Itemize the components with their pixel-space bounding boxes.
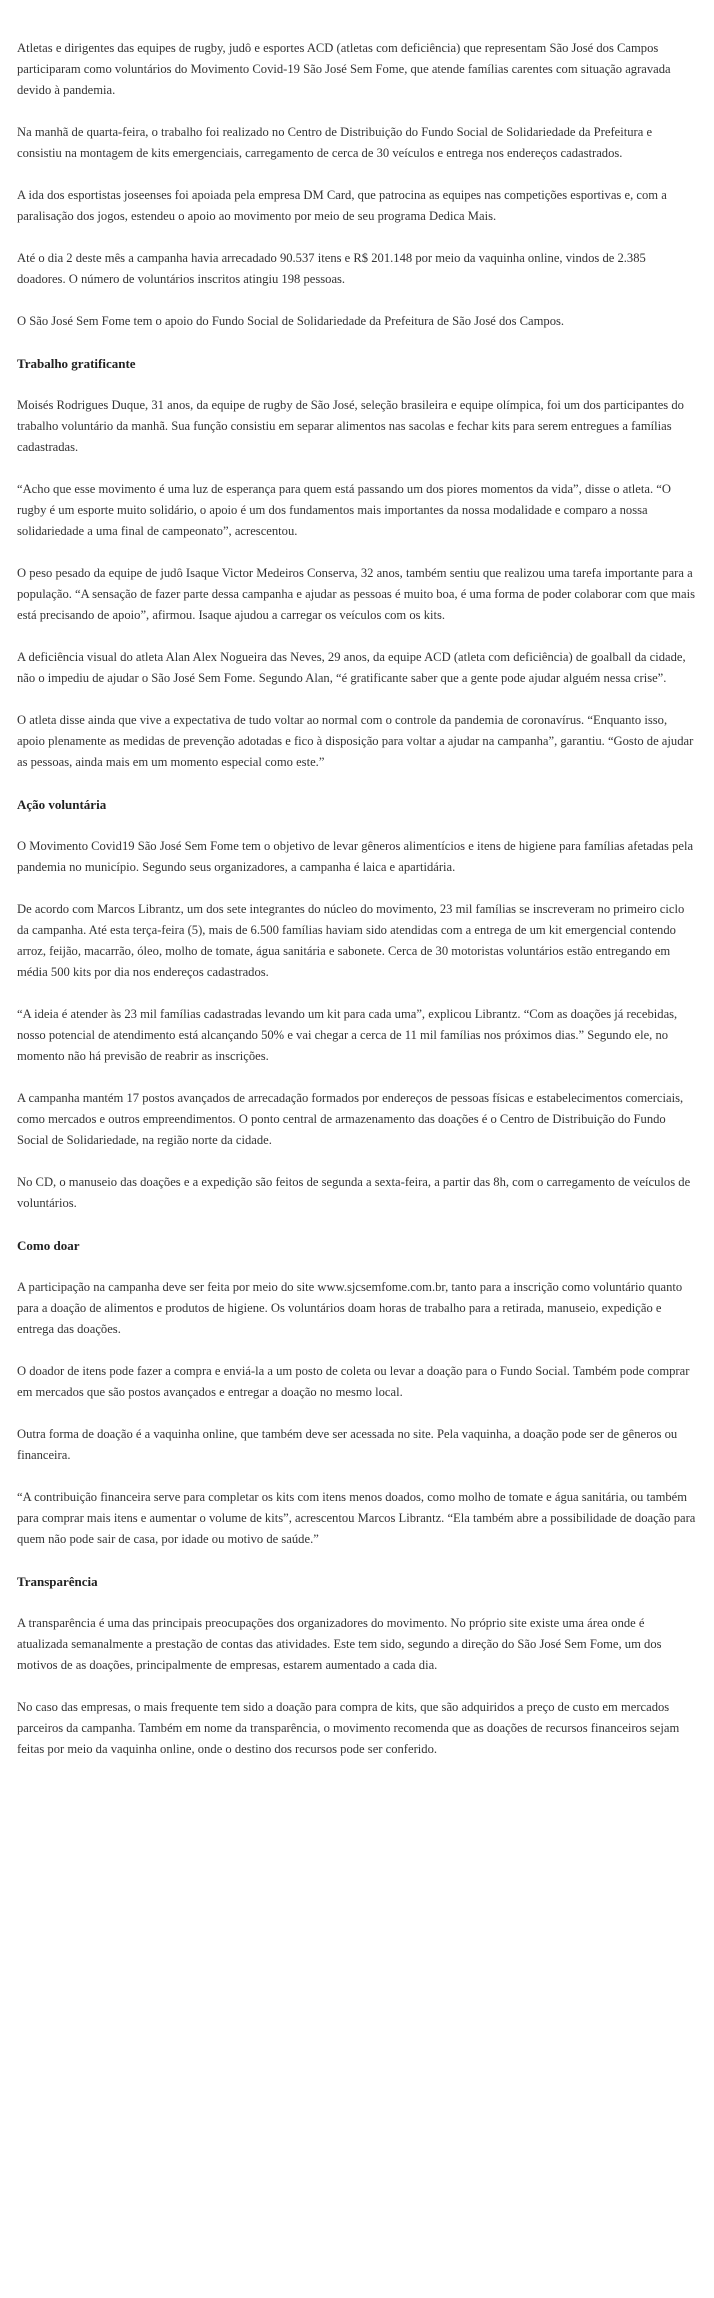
article-paragraph: O atleta disse ainda que vive a expectativa de tudo voltar ao normal com o controle da pandemia de coronavírus. “Enquanto isso, apoio plenamente as medidas de prevenção adotadas e fico à disposição para voltar a ajudar na campanha”, garantiu. “Gosto de ajudar as pessoas, ainda mais em um momento especial como este.” — [17, 713, 694, 769]
section-heading-como-doar: Como doar — [17, 1238, 80, 1253]
article-paragraph: Outra forma de doação é a vaquinha online, que também deve ser acessada no site. Pela vaquinha, a doação pode ser de gêneros ou financeira. — [17, 1427, 678, 1462]
article-paragraph: O doador de itens pode fazer a compra e enviá-la a um posto de coleta ou levar a doação para o Fundo Social. Também pode comprar em mercados que são postos avançados e entregar a doação no mesmo local. — [17, 1364, 690, 1399]
article-paragraph: O Movimento Covid19 São José Sem Fome tem o objetivo de levar gêneros alimentícios e itens de higiene para famílias afetadas pela pandemia no município. Segundo seus organizadores, a campanha é laica e apartidária. — [17, 839, 694, 874]
article-paragraph: Atletas e dirigentes das equipes de rugby, judô e esportes ACD (atletas com deficiência) que representam São José dos Campos participaram como voluntários do Movimento Covid-19 São José Sem Fome, que atende famílias carentes com situação agravada devido à pandemia. — [17, 41, 671, 97]
article-paragraph: A transparência é uma das principais preocupações dos organizadores do movimento. No próprio site existe uma área onde é atualizada semanalmente a prestação de contas das atividades. Este tem sido, segundo a direção do São José Sem Fome, um dos motivos de as doações, principalmente de empresas, estarem aumentado a cada dia. — [17, 1616, 662, 1672]
article-paragraph: “A contribuição financeira serve para completar os kits com itens menos doados, como molho de tomate e água sanitária, ou também para comprar mais itens e aumentar o volume de kits”, acrescentou Marcos Librantz. “Ela também abre a possibilidade de doação para quem não pode sair de casa, por idade ou motivo de saúde.” — [17, 1490, 696, 1546]
article-paragraph: No CD, o manuseio das doações e a expedição são feitos de segunda a sexta-feira, a partir das 8h, com o carregamento de veículos de voluntários. — [17, 1175, 691, 1210]
article-paragraph: De acordo com Marcos Librantz, um dos sete integrantes do núcleo do movimento, 23 mil famílias se inscreveram no primeiro ciclo da campanha. Até esta terça-feira (5), mais de 6.500 famílias haviam sido atendidas com a entrega de um kit emergencial contendo arroz, feijão, macarrão, óleo, molho de tomate, água sanitária e sabonete. Cerca de 30 motoristas voluntários estão entregando em média 500 kits por dia nos endereços cadastrados. — [17, 902, 685, 979]
section-heading-transparencia: Transparência — [17, 1574, 98, 1589]
article-paragraph: “Acho que esse movimento é uma luz de esperança para quem está passando um dos piores momentos da vida”, disse o atleta. “O rugby é um esporte muito solidário, o apoio é um dos fundamentos mais importantes da nossa modalidade e comparo a nossa solidariedade a uma final de campeonato”, acrescentou. — [17, 482, 671, 538]
article-paragraph: No caso das empresas, o mais frequente tem sido a doação para compra de kits, que são adquiridos a preço de custo em mercados parceiros da campanha. Também em nome da transparência, o movimento recomenda que as doações de recursos financeiros sejam feitas por meio da vaquinha online, onde o destino dos recursos pode ser conferido. — [17, 1700, 680, 1756]
article-paragraph: A participação na campanha deve ser feita por meio do site www.sjcsemfome.com.br, tanto para a inscrição como voluntário quanto para a doação de alimentos e produtos de higiene. Os voluntários doam horas de trabalho para a retirada, manuseio, expedição e entrega das doações. — [17, 1280, 683, 1336]
article-paragraph: Moisés Rodrigues Duque, 31 anos, da equipe de rugby de São José, seleção brasileira e equipe olímpica, foi um dos participantes do trabalho voluntário da manhã. Sua função consistiu em separar alimentos nas sacolas e fechar kits para serem entregues a famílias cadastradas. — [17, 398, 684, 454]
article-paragraph: “A ideia é atender às 23 mil famílias cadastradas levando um kit para cada uma”, explicou Librantz. “Com as doações já recebidas, nosso potencial de atendimento está alcançando 50% e vai chegar a cerca de 11 mil famílias nos próximos dias.” Segundo ele, no momento não há previsão de reabrir as inscrições. — [17, 1007, 678, 1063]
article-paragraph: O peso pesado da equipe de judô Isaque Victor Medeiros Conserva, 32 anos, também sentiu que realizou uma tarefa importante para a população. “A sensação de fazer parte dessa campanha e ajudar as pessoas é muito boa, é uma forma de poder colaborar com que mais está precisando de apoio”, afirmou. Isaque ajudou a carregar os veículos com os kits. — [17, 566, 696, 622]
article-paragraph: A campanha mantém 17 postos avançados de arrecadação formados por endereços de pessoas físicas e estabelecimentos comerciais, como mercados e outros empreendimentos. O ponto central de armazenamento das doações é o Centro de Distribuição do Fundo Social de Solidariedade, na região norte da cidade. — [17, 1091, 684, 1147]
article-paragraph: A ida dos esportistas joseenses foi apoiada pela empresa DM Card, que patrocina as equipes nas competições esportivas e, com a paralisação dos jogos, estendeu o apoio ao movimento por meio de seu programa Dedica Mais. — [17, 188, 667, 223]
article-paragraph: O São José Sem Fome tem o apoio do Fundo Social de Solidariedade da Prefeitura de São José dos Campos. — [17, 314, 565, 328]
section-heading-trabalho-gratificante: Trabalho gratificante — [17, 356, 136, 371]
article-paragraph: Na manhã de quarta-feira, o trabalho foi realizado no Centro de Distribuição do Fundo Social de Solidariedade da Prefeitura e consistiu na montagem de kits emergenciais, carregamento de cerca de 30 veículos e entrega nos endereços cadastrados. — [17, 125, 653, 160]
article-paragraph: Até o dia 2 deste mês a campanha havia arrecadado 90.537 itens e R$ 201.148 por meio da vaquinha online, vindos de 2.385 doadores. O número de voluntários inscritos atingiu 198 pessoas. — [17, 251, 646, 286]
article-paragraph: A deficiência visual do atleta Alan Alex Nogueira das Neves, 29 anos, da equipe ACD (atleta com deficiência) de goalball da cidade, não o impediu de ajudar o São José Sem Fome. Segundo Alan, “é gratificante saber que a gente pode ajudar alguém nessa crise”. — [17, 650, 686, 685]
section-heading-acao-voluntaria: Ação voluntária — [17, 797, 107, 812]
